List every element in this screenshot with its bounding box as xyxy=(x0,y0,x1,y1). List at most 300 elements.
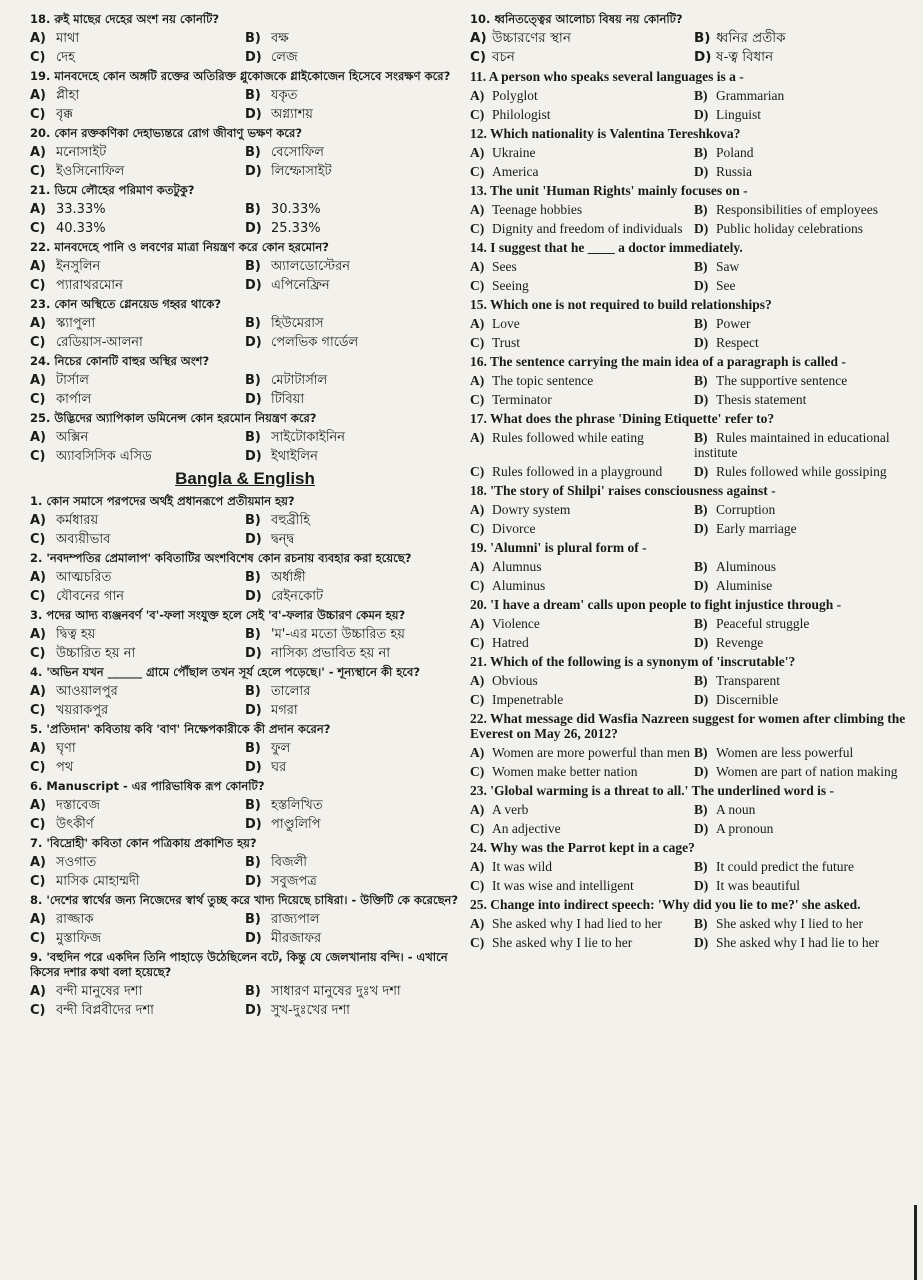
option xyxy=(245,200,460,219)
question xyxy=(30,10,460,67)
option xyxy=(470,143,694,162)
option xyxy=(245,982,460,1001)
option xyxy=(245,105,460,124)
option-letter: B) xyxy=(245,912,261,927)
option xyxy=(245,428,460,447)
option xyxy=(245,29,460,48)
option-letter: C) xyxy=(470,935,485,950)
option xyxy=(470,428,694,462)
option-letter: D) xyxy=(694,692,709,707)
option-text: বন্দী মানুষের দশা xyxy=(56,984,143,999)
option-letter: C) xyxy=(30,931,46,946)
option-text: Rules followed in a playground xyxy=(492,464,663,479)
right-column xyxy=(470,10,918,952)
option xyxy=(30,929,245,948)
option-text: Rules maintained in educational institute xyxy=(694,430,890,460)
question xyxy=(470,838,918,895)
option xyxy=(30,982,245,1001)
option-letter: B) xyxy=(245,570,261,585)
option-text: Rules followed while eating xyxy=(492,430,644,445)
option xyxy=(470,762,694,781)
option-text: কার্পাল xyxy=(56,392,92,407)
option-text: হিউমেরাস xyxy=(271,316,324,331)
option-text: যকৃত xyxy=(271,88,298,103)
question-number: 3. xyxy=(30,608,43,622)
option-text: নাসিক্য প্রভাবিত হয় না xyxy=(271,646,390,661)
question-number: 18. xyxy=(470,483,487,498)
option-text: America xyxy=(492,164,539,179)
question-stem: Which nationality is Valentina Tereshkova? xyxy=(490,126,741,141)
options xyxy=(30,143,460,181)
question-stem: What message did Wasfia Nazreen suggest for women after climbing the Everest on May 26, 2012? xyxy=(470,711,906,741)
option xyxy=(245,739,460,758)
question-text xyxy=(470,781,918,800)
question-number: 10. xyxy=(470,12,491,26)
option-letter: B) xyxy=(245,741,261,756)
question-number: 16. xyxy=(470,354,487,369)
option-letter: C) xyxy=(470,278,485,293)
option xyxy=(694,428,918,462)
option-letter: C) xyxy=(470,392,485,407)
option xyxy=(470,162,694,181)
option xyxy=(470,390,694,409)
question-number: 24. xyxy=(30,354,51,368)
question xyxy=(30,834,460,891)
option-letter: D) xyxy=(245,703,262,718)
question-text xyxy=(30,549,460,568)
question-text xyxy=(30,352,460,371)
option xyxy=(30,758,245,777)
option xyxy=(30,587,245,606)
question xyxy=(470,238,918,295)
question-stem: উদ্ভিদের অ্যাপিকাল ডমিনেন্স কোন হরমোন নিয়ন্ত্রণ করে? xyxy=(54,411,317,425)
option-text: Russia xyxy=(716,164,753,179)
options xyxy=(30,682,460,720)
option-letter: B) xyxy=(245,430,261,445)
question-number: 13. xyxy=(470,183,487,198)
option-text: স্ক্যাপুলা xyxy=(56,316,96,331)
option xyxy=(694,614,918,633)
question-text xyxy=(470,595,918,614)
option-text: সবুজপত্র xyxy=(271,874,317,889)
options xyxy=(470,800,918,838)
option xyxy=(470,800,694,819)
question-stem: ডিমে লৌহের পরিমাণ কতটুকু? xyxy=(54,183,195,197)
option-letter: C) xyxy=(470,821,485,836)
option-letter: A) xyxy=(30,984,47,999)
option-text: ঘর xyxy=(271,760,287,775)
option-text: 40.33% xyxy=(56,221,106,236)
option-text: দস্তাবেজ xyxy=(56,798,101,813)
option-text: Women are part of nation making xyxy=(716,764,898,779)
option xyxy=(30,815,245,834)
option-letter: C) xyxy=(470,878,485,893)
question-text xyxy=(30,948,460,982)
question-stem: Which one is not required to build relationships? xyxy=(490,297,772,312)
option-text: বক্ষ xyxy=(271,31,289,46)
question-text xyxy=(30,67,460,86)
question-number: 19. xyxy=(470,540,487,555)
option-text: Seeing xyxy=(492,278,529,293)
options xyxy=(470,143,918,181)
option-text: It was beautiful xyxy=(716,878,800,893)
option-letter: C) xyxy=(30,50,46,65)
option-letter: C) xyxy=(470,221,485,236)
option xyxy=(245,333,460,352)
option-text: যৌবনের গান xyxy=(56,589,125,604)
option xyxy=(30,701,245,720)
option-text: Women are less powerful xyxy=(716,745,854,760)
option-text: অক্সিন xyxy=(56,430,89,445)
question-number: 24. xyxy=(470,840,487,855)
option-text: বেসোফিল xyxy=(271,145,324,160)
options xyxy=(30,853,460,891)
option-letter: C) xyxy=(470,164,485,179)
question-text xyxy=(470,481,918,500)
question-number: 1. xyxy=(30,494,43,508)
question-text xyxy=(470,895,918,914)
option-letter: D) xyxy=(245,931,262,946)
section-title: Bangla & English xyxy=(175,469,315,488)
option-letter: A) xyxy=(470,616,485,631)
option-text: দেহ xyxy=(56,50,75,65)
option xyxy=(694,519,918,538)
option xyxy=(30,333,245,352)
question xyxy=(30,352,460,409)
option-text: Linguist xyxy=(716,107,762,122)
option xyxy=(30,29,245,48)
options xyxy=(30,511,460,549)
question-stem: 'বিদ্রোহী' কবিতা কোন পত্রিকায় প্রকাশিত হয়? xyxy=(46,836,257,850)
option-letter: D) xyxy=(694,278,709,293)
option-letter: C) xyxy=(30,589,46,604)
question-text xyxy=(30,834,460,853)
options xyxy=(470,500,918,538)
option-text: Philologist xyxy=(492,107,551,122)
option-text: অগ্ন্যাশয় xyxy=(271,107,313,122)
option xyxy=(30,511,245,530)
option-text: Saw xyxy=(716,259,740,274)
option xyxy=(245,447,460,466)
question-stem: পদের আদ্য ব্যঞ্জনবর্ণ 'ব'-ফলা সংযুক্ত হলে সেই 'ব'-ফলার উচ্চারণ কেমন হয়? xyxy=(46,608,406,622)
option-text: The topic sentence xyxy=(492,373,594,388)
option xyxy=(245,644,460,663)
option xyxy=(30,200,245,219)
question-text xyxy=(470,409,918,428)
question xyxy=(470,181,918,238)
option-letter: C) xyxy=(470,464,485,479)
option-letter: C) xyxy=(30,449,46,464)
question-number: 20. xyxy=(470,597,487,612)
option xyxy=(470,48,694,67)
question-text xyxy=(470,709,918,743)
question-stem: 'বহুদিন পরে একদিন তিনি পাহাড়ে উঠেছিলেন বটে, কিন্তু যে জেলখানায় বন্দি। - এখানে কিসের দশার কথা বলা হয়েছে? xyxy=(30,950,448,979)
question-text xyxy=(470,838,918,857)
options xyxy=(30,796,460,834)
question-number: 14. xyxy=(470,240,487,255)
option-text: সুখ-দুঃখের দশা xyxy=(271,1003,350,1018)
option xyxy=(30,872,245,891)
option xyxy=(470,857,694,876)
option xyxy=(694,800,918,819)
options xyxy=(30,314,460,352)
option-text: তালোর xyxy=(271,684,311,699)
option xyxy=(694,105,918,124)
option-letter: D) xyxy=(694,164,709,179)
question-number: 9. xyxy=(30,950,43,964)
option xyxy=(245,796,460,815)
option-text: পাণ্ডুলিপি xyxy=(271,817,321,832)
option-letter: B) xyxy=(245,855,261,870)
option-letter: C) xyxy=(470,635,485,650)
option xyxy=(694,162,918,181)
option xyxy=(245,587,460,606)
question xyxy=(30,777,460,834)
question-text xyxy=(470,538,918,557)
question xyxy=(30,549,460,606)
option-letter: D) xyxy=(694,464,709,479)
question-stem: Why was the Parrot kept in a cage? xyxy=(490,840,695,855)
option-letter: D) xyxy=(694,221,709,236)
option xyxy=(30,314,245,333)
option-text: লিম্ফোসাইট xyxy=(271,164,332,179)
option-text: বচন xyxy=(492,49,515,65)
question-stem: I suggest that he ____ a doctor immediately. xyxy=(490,240,743,255)
question xyxy=(470,709,918,781)
question-number: 17. xyxy=(470,411,487,426)
option-text: বৃক্ক xyxy=(56,107,73,122)
option-text: দ্বিত্ব হয় xyxy=(56,627,96,642)
option-text: ইথাইলিন xyxy=(271,449,318,464)
question xyxy=(470,352,918,409)
option-letter: B) xyxy=(694,259,708,274)
option-letter: A) xyxy=(30,202,47,217)
option-letter: C) xyxy=(30,335,46,350)
option-letter: B) xyxy=(694,202,708,217)
option-text: Sees xyxy=(492,259,517,274)
option-letter: B) xyxy=(694,145,708,160)
option-letter: D) xyxy=(245,449,262,464)
option xyxy=(30,162,245,181)
option-text: লেজ xyxy=(271,50,298,65)
option xyxy=(470,914,694,933)
english-questions xyxy=(470,10,918,952)
option xyxy=(694,29,918,48)
option-text: মীরজাফর xyxy=(271,931,322,946)
option xyxy=(694,671,918,690)
option-letter: B) xyxy=(694,373,708,388)
options xyxy=(470,200,918,238)
options xyxy=(470,428,918,481)
option-text: She asked why I lied to her xyxy=(716,916,863,931)
question-text xyxy=(470,67,918,86)
option-text: It was wild xyxy=(492,859,552,874)
question xyxy=(30,181,460,238)
options xyxy=(470,257,918,295)
question-number: 22. xyxy=(470,711,487,726)
option-letter: C) xyxy=(470,578,485,593)
option-letter: B) xyxy=(694,88,708,103)
question-number: 11. xyxy=(470,69,487,84)
option-letter: A) xyxy=(470,673,485,688)
question-stem: 'Alumni' is plural form of - xyxy=(490,540,647,555)
question-text xyxy=(30,663,460,682)
option-letter: A) xyxy=(470,88,485,103)
option-letter: C) xyxy=(30,278,46,293)
option-text: A verb xyxy=(492,802,529,817)
option-text: Hatred xyxy=(492,635,529,650)
question xyxy=(30,124,460,181)
option-text: Violence xyxy=(492,616,540,631)
option-letter: A) xyxy=(30,855,47,870)
option-text: 30.33% xyxy=(271,202,321,217)
options xyxy=(470,314,918,352)
option-text: মাথা xyxy=(56,31,80,46)
option-letter: C) xyxy=(30,392,46,407)
option-text: Alumnus xyxy=(492,559,542,574)
option-letter: B) xyxy=(245,202,261,217)
option xyxy=(694,462,918,481)
option xyxy=(694,819,918,838)
option-letter: C) xyxy=(470,107,485,122)
option-letter: A) xyxy=(470,502,485,517)
option xyxy=(245,511,460,530)
option xyxy=(245,530,460,549)
option-text: মেটাটার্সাল xyxy=(271,373,328,388)
option-text: Public holiday celebrations xyxy=(716,221,863,236)
question-stem: Which of the following is a synonym of 'inscrutable'? xyxy=(490,654,796,669)
question-number: 23. xyxy=(470,783,487,798)
options xyxy=(470,371,918,409)
option xyxy=(30,682,245,701)
options xyxy=(30,371,460,409)
option xyxy=(30,530,245,549)
question-stem: ধ্বনিতত্ত্বের আলোচ্য বিষয় নয় কোনটি? xyxy=(494,12,683,26)
option-text: Aluminus xyxy=(492,578,546,593)
option-text: It could predict the future xyxy=(716,859,854,874)
option-text: ষ-ত্ব বিধান xyxy=(716,49,774,65)
option-letter: D) xyxy=(245,817,262,832)
option xyxy=(694,690,918,709)
option-letter: A) xyxy=(30,627,47,642)
option-text: সাইটোকাইনিন xyxy=(271,430,346,445)
options xyxy=(470,914,918,952)
option-letter: C) xyxy=(30,760,46,775)
option-text: পেলভিক গার্ডেল xyxy=(271,335,359,350)
option-text: Revenge xyxy=(716,635,764,650)
option-letter: C) xyxy=(30,874,46,889)
option xyxy=(694,762,918,781)
option-letter: B) xyxy=(245,984,261,999)
option xyxy=(245,929,460,948)
option-letter: B) xyxy=(694,316,708,331)
option-text: টিবিয়া xyxy=(271,392,305,407)
option-letter: C) xyxy=(470,49,487,65)
option xyxy=(694,500,918,519)
options xyxy=(30,29,460,67)
option-letter: A) xyxy=(470,859,485,874)
option xyxy=(694,914,918,933)
option-text: ফুল xyxy=(271,741,291,756)
option-text: It was wise and intelligent xyxy=(492,878,634,893)
option-text: The supportive sentence xyxy=(716,373,848,388)
page-edge xyxy=(914,1205,917,1280)
options xyxy=(30,625,460,663)
option-text: Impenetrable xyxy=(492,692,564,707)
option-letter: B) xyxy=(245,684,261,699)
option-text: রেইনকোট xyxy=(271,589,324,604)
question-stem: A person who speaks several languages is a - xyxy=(488,69,744,84)
option-letter: A) xyxy=(470,30,487,46)
option-text: বন্দী বিপ্লবীদের দশা xyxy=(56,1003,154,1018)
question xyxy=(470,895,918,952)
option xyxy=(30,796,245,815)
question xyxy=(470,124,918,181)
question-text xyxy=(30,606,460,625)
option xyxy=(30,568,245,587)
question xyxy=(30,492,460,549)
option-letter: B) xyxy=(245,259,261,274)
question-text xyxy=(30,295,460,314)
option-text: এপিনেফ্রিন xyxy=(271,278,330,293)
question-text xyxy=(470,352,918,371)
option xyxy=(245,853,460,872)
option xyxy=(694,257,918,276)
option-letter: D) xyxy=(694,107,709,122)
option-letter: B) xyxy=(245,798,261,813)
question-stem: কোন সমাসে পরপদের অর্থই প্রধানরূপে প্রতীয়মান হয়? xyxy=(46,494,295,508)
option-letter: A) xyxy=(30,88,47,103)
option xyxy=(30,739,245,758)
option xyxy=(30,910,245,929)
option xyxy=(694,390,918,409)
option-text: Poland xyxy=(716,145,754,160)
option-letter: B) xyxy=(694,559,708,574)
option-letter: A) xyxy=(470,145,485,160)
option xyxy=(470,557,694,576)
option-letter: A) xyxy=(470,430,485,445)
question-stem: মানবদেহে পানি ও লবণের মাত্রা নিয়ন্ত্রণ করে কোন হরমোন? xyxy=(54,240,329,254)
option xyxy=(30,644,245,663)
option-text: সাধারণ মানুষের দুঃখ দশা xyxy=(271,984,401,999)
option-letter: D) xyxy=(245,107,262,122)
question-stem: Manuscript - এর পারিভাষিক রূপ কোনটি? xyxy=(46,779,265,793)
option-letter: B) xyxy=(694,859,708,874)
options xyxy=(30,910,460,948)
option-letter: D) xyxy=(245,1003,262,1018)
option xyxy=(694,276,918,295)
options xyxy=(30,200,460,238)
option-letter: B) xyxy=(694,502,708,517)
option-text: ঘৃণা xyxy=(56,741,76,756)
option-text: সওগাত xyxy=(56,855,97,870)
option-text: Obvious xyxy=(492,673,538,688)
option-text: আওয়ালপুর xyxy=(56,684,118,699)
option xyxy=(470,576,694,595)
option-letter: D) xyxy=(245,532,262,547)
option-letter: C) xyxy=(30,221,46,236)
option xyxy=(245,86,460,105)
options xyxy=(470,857,918,895)
option-text: 33.33% xyxy=(56,202,106,217)
question xyxy=(470,409,918,481)
option-letter: D) xyxy=(245,874,262,889)
option-text: Grammarian xyxy=(716,88,785,103)
option xyxy=(470,276,694,295)
option-text: Transparent xyxy=(716,673,780,688)
option-letter: B) xyxy=(694,616,708,631)
option xyxy=(470,219,694,238)
